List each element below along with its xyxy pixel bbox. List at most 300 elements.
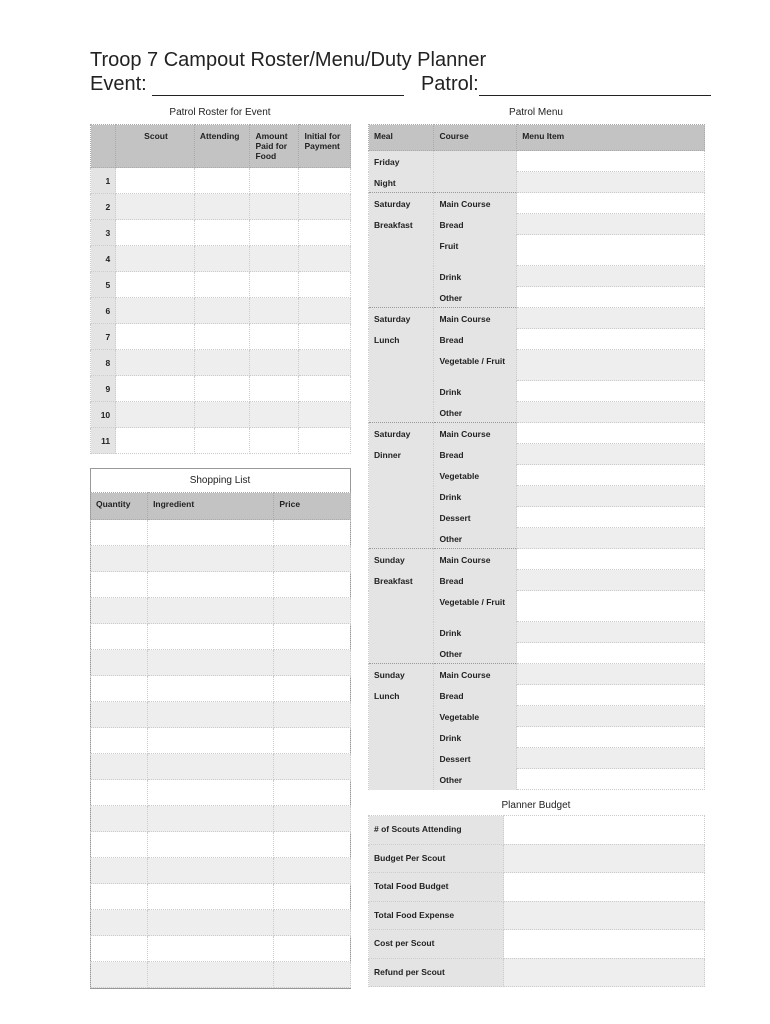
menu-row (369, 748, 705, 769)
budget-value[interactable] (504, 873, 705, 902)
roster-cell[interactable] (194, 402, 250, 428)
roster-cell[interactable] (116, 272, 195, 298)
menu-header-cell: Course (434, 125, 517, 151)
shopping-cell[interactable] (274, 702, 351, 728)
menu-meal (369, 465, 434, 486)
roster-cell[interactable] (116, 298, 195, 324)
roster-cell[interactable] (250, 376, 299, 402)
shopping-cell[interactable] (274, 832, 351, 858)
roster-header-cell: Amount Paid for Food (250, 125, 299, 168)
menu-header-cell: Menu Item (517, 125, 705, 151)
roster-cell[interactable] (194, 350, 250, 376)
roster-row (91, 298, 351, 324)
shopping-cell[interactable] (148, 962, 274, 988)
menu-meal: Saturday (369, 423, 434, 444)
shopping-cell[interactable] (148, 650, 274, 676)
menu-meal (369, 402, 434, 423)
roster-cell[interactable] (116, 168, 195, 194)
menu-course: Drink (434, 266, 517, 287)
menu-row (369, 528, 705, 549)
shopping-header-cell: Quantity (91, 493, 148, 520)
shopping-cell[interactable] (274, 598, 351, 624)
roster-cell[interactable] (299, 428, 351, 454)
menu-row (369, 423, 705, 444)
budget-row (369, 901, 705, 930)
menu-course: Vegetable / Fruit (434, 350, 517, 381)
menu-row (369, 465, 705, 486)
budget-label: Cost per Scout (369, 930, 504, 959)
shopping-cell[interactable] (148, 806, 274, 832)
roster-cell[interactable] (116, 194, 195, 220)
shopping-row (91, 858, 351, 884)
shopping-row (91, 936, 351, 962)
budget-label: # of Scouts Attending (369, 816, 504, 845)
shopping-cell[interactable] (148, 780, 274, 806)
menu-item-cell[interactable] (517, 193, 705, 214)
menu-row (369, 193, 705, 214)
shopping-cell[interactable] (148, 858, 274, 884)
shopping-cell[interactable] (91, 832, 148, 858)
budget-label: Budget Per Scout (369, 844, 504, 873)
roster-cell[interactable] (194, 324, 250, 350)
shopping-cell[interactable] (148, 546, 274, 572)
menu-row (369, 486, 705, 507)
roster-cell[interactable] (116, 324, 195, 350)
menu-row (369, 591, 705, 622)
shopping-row (91, 962, 351, 988)
menu-meal: Sunday (369, 664, 434, 685)
roster-row (91, 376, 351, 402)
shopping-cell[interactable] (91, 910, 148, 936)
shopping-cell[interactable] (148, 910, 274, 936)
menu-item-cell[interactable] (517, 308, 705, 329)
menu-meal (369, 748, 434, 769)
roster-row-number: 11 (91, 428, 116, 454)
menu-course: Vegetable / Fruit (434, 591, 517, 622)
menu-item-cell[interactable] (517, 266, 705, 287)
shopping-cell[interactable] (148, 832, 274, 858)
menu-row (369, 622, 705, 643)
menu-header-cell: Meal (369, 125, 434, 151)
shopping-cell[interactable] (274, 910, 351, 936)
menu-course: Vegetable (434, 465, 517, 486)
shopping-cell[interactable] (91, 806, 148, 832)
shopping-row (91, 832, 351, 858)
shopping-cell[interactable] (148, 598, 274, 624)
shopping-cell[interactable] (274, 546, 351, 572)
menu-course: Main Course (434, 549, 517, 570)
menu-meal: Breakfast (369, 214, 434, 235)
budget-row (369, 844, 705, 873)
roster-row (91, 246, 351, 272)
roster-cell[interactable] (194, 428, 250, 454)
menu-course: Bread (434, 329, 517, 350)
budget-row (369, 958, 705, 987)
roster-header-cell: Scout (116, 125, 195, 168)
menu-row (369, 402, 705, 423)
menu-course (434, 151, 517, 172)
shopping-cell[interactable] (148, 702, 274, 728)
shopping-cell[interactable] (91, 702, 148, 728)
menu-row (369, 329, 705, 350)
shopping-cell[interactable] (274, 858, 351, 884)
menu-course: Drink (434, 486, 517, 507)
menu-meal: Sunday (369, 549, 434, 570)
menu-item-cell[interactable] (517, 423, 705, 444)
budget-title: Planner Budget (501, 800, 571, 811)
shopping-cell[interactable] (274, 676, 351, 702)
menu-course: Fruit (434, 235, 517, 266)
patrol-label: Patrol: (420, 73, 479, 95)
roster-cell[interactable] (299, 220, 351, 246)
roster-row-number: 7 (91, 324, 116, 350)
menu-row (369, 235, 705, 266)
menu-item-cell[interactable] (517, 727, 705, 748)
shopping-row (91, 910, 351, 936)
budget-value[interactable] (504, 958, 705, 987)
menu-course: Main Course (434, 423, 517, 444)
shopping-cell[interactable] (148, 754, 274, 780)
menu-meal (369, 381, 434, 402)
menu-item-cell[interactable] (517, 769, 705, 790)
budget-label: Total Food Expense (369, 901, 504, 930)
budget-row (369, 873, 705, 902)
roster-header-cell: Initial for Payment (299, 125, 351, 168)
menu-item-cell[interactable] (517, 465, 705, 486)
menu-meal (369, 727, 434, 748)
menu-course: Main Course (434, 193, 517, 214)
roster-cell[interactable] (250, 428, 299, 454)
menu-meal: Saturday (369, 308, 434, 329)
roster-cell[interactable] (299, 298, 351, 324)
roster-row-number: 6 (91, 298, 116, 324)
roster-cell[interactable] (194, 246, 250, 272)
roster-row (91, 272, 351, 298)
roster-cell[interactable] (116, 350, 195, 376)
event-field[interactable] (152, 75, 404, 96)
roster-cell[interactable] (299, 168, 351, 194)
menu-row (369, 685, 705, 706)
menu-row (369, 172, 705, 193)
menu-row (369, 151, 705, 172)
menu-title: Patrol Menu (509, 107, 563, 118)
shopping-cell[interactable] (91, 520, 148, 546)
menu-item-cell[interactable] (517, 402, 705, 423)
menu-meal (369, 266, 434, 287)
shopping-cell[interactable] (91, 728, 148, 754)
shopping-cell[interactable] (148, 572, 274, 598)
roster-table (90, 124, 351, 454)
menu-row (369, 507, 705, 528)
roster-row (91, 168, 351, 194)
shopping-cell[interactable] (91, 858, 148, 884)
roster-cell[interactable] (250, 246, 299, 272)
shopping-row (91, 884, 351, 910)
menu-header (369, 125, 705, 151)
shopping-cell[interactable] (274, 754, 351, 780)
menu-row (369, 706, 705, 727)
menu-item-cell[interactable] (517, 570, 705, 591)
menu-item-cell[interactable] (517, 507, 705, 528)
roster-cell[interactable] (250, 220, 299, 246)
shopping-cell[interactable] (148, 884, 274, 910)
shopping-cell[interactable] (91, 650, 148, 676)
roster-row-number: 10 (91, 402, 116, 428)
roster-cell[interactable] (116, 220, 195, 246)
menu-item-cell[interactable] (517, 643, 705, 664)
menu-course (434, 172, 517, 193)
menu-item-cell[interactable] (517, 706, 705, 727)
patrol-field[interactable] (479, 75, 711, 96)
menu-meal: Dinner (369, 444, 434, 465)
menu-meal: Lunch (369, 685, 434, 706)
menu-meal: Friday (369, 151, 434, 172)
budget-value[interactable] (504, 901, 705, 930)
shopping-row (91, 624, 351, 650)
roster-cell[interactable] (250, 168, 299, 194)
shopping-title: Shopping List (189, 475, 251, 486)
roster-cell[interactable] (250, 272, 299, 298)
shopping-cell[interactable] (274, 936, 351, 962)
menu-item-cell[interactable] (517, 329, 705, 350)
roster-row (91, 194, 351, 220)
menu-row (369, 266, 705, 287)
shopping-header-cell: Price (274, 493, 351, 520)
menu-item-cell[interactable] (517, 748, 705, 769)
menu-course: Drink (434, 622, 517, 643)
menu-item-cell[interactable] (517, 685, 705, 706)
menu-item-cell[interactable] (517, 549, 705, 570)
roster-row (91, 402, 351, 428)
menu-course: Bread (434, 570, 517, 591)
menu-item-cell[interactable] (517, 172, 705, 193)
menu-row (369, 444, 705, 465)
roster-row (91, 324, 351, 350)
shopping-row (91, 702, 351, 728)
menu-item-cell[interactable] (517, 214, 705, 235)
roster-cell[interactable] (250, 402, 299, 428)
shopping-cell[interactable] (274, 806, 351, 832)
shopping-row (91, 650, 351, 676)
shopping-cell[interactable] (274, 884, 351, 910)
menu-row (369, 727, 705, 748)
menu-row (369, 287, 705, 308)
roster-cell[interactable] (194, 168, 250, 194)
shopping-cell[interactable] (148, 624, 274, 650)
menu-course: Other (434, 528, 517, 549)
menu-course: Other (434, 287, 517, 308)
menu-item-cell[interactable] (517, 287, 705, 308)
shopping-cell[interactable] (91, 780, 148, 806)
budget-label: Total Food Budget (369, 873, 504, 902)
shopping-cell[interactable] (148, 936, 274, 962)
roster-cell[interactable] (299, 246, 351, 272)
roster-cell[interactable] (116, 376, 195, 402)
roster-cell[interactable] (116, 246, 195, 272)
roster-header-cell (91, 125, 116, 168)
menu-item-cell[interactable] (517, 591, 705, 622)
shopping-row (91, 546, 351, 572)
menu-course: Other (434, 769, 517, 790)
event-label: Event: (90, 73, 147, 95)
menu-course: Bread (434, 444, 517, 465)
shopping-row (91, 728, 351, 754)
menu-item-cell[interactable] (517, 151, 705, 172)
menu-row (369, 769, 705, 790)
roster-row (91, 220, 351, 246)
shopping-cell[interactable] (274, 728, 351, 754)
shopping-cell[interactable] (91, 754, 148, 780)
menu-row (369, 549, 705, 570)
menu-item-cell[interactable] (517, 350, 705, 381)
menu-course: Dessert (434, 507, 517, 528)
menu-meal (369, 643, 434, 664)
budget-value[interactable] (504, 844, 705, 873)
shopping-cell[interactable] (91, 936, 148, 962)
roster-cell[interactable] (299, 402, 351, 428)
budget-row (369, 816, 705, 845)
roster-row-number: 2 (91, 194, 116, 220)
menu-item-cell[interactable] (517, 381, 705, 402)
menu-item-cell[interactable] (517, 528, 705, 549)
roster-cell[interactable] (299, 350, 351, 376)
shopping-cell[interactable] (274, 780, 351, 806)
menu-item-cell[interactable] (517, 486, 705, 507)
menu-row (369, 570, 705, 591)
shopping-header (91, 493, 351, 520)
menu-meal (369, 507, 434, 528)
roster-cell[interactable] (194, 194, 250, 220)
shopping-cell[interactable] (274, 520, 351, 546)
menu-course: Main Course (434, 308, 517, 329)
roster-row-number: 8 (91, 350, 116, 376)
roster-cell[interactable] (116, 402, 195, 428)
menu-meal (369, 706, 434, 727)
roster-row-number: 1 (91, 168, 116, 194)
menu-row (369, 308, 705, 329)
menu-course: Drink (434, 727, 517, 748)
menu-table (368, 124, 705, 790)
roster-row (91, 428, 351, 454)
roster-cell[interactable] (299, 272, 351, 298)
roster-cell[interactable] (194, 220, 250, 246)
menu-meal (369, 591, 434, 622)
shopping-row (91, 780, 351, 806)
shopping-row (91, 754, 351, 780)
menu-row (369, 664, 705, 685)
roster-row-number: 4 (91, 246, 116, 272)
roster-row (91, 350, 351, 376)
menu-meal: Night (369, 172, 434, 193)
menu-course: Drink (434, 381, 517, 402)
menu-item-cell[interactable] (517, 622, 705, 643)
budget-label: Refund per Scout (369, 958, 504, 987)
menu-row (369, 643, 705, 664)
budget-value[interactable] (504, 816, 705, 845)
menu-meal (369, 769, 434, 790)
menu-meal (369, 350, 434, 381)
shopping-row (91, 520, 351, 546)
menu-item-cell[interactable] (517, 235, 705, 266)
roster-row-number: 5 (91, 272, 116, 298)
shopping-row (91, 572, 351, 598)
shopping-cell[interactable] (91, 598, 148, 624)
roster-cell[interactable] (250, 324, 299, 350)
roster-header-cell: Attending (194, 125, 250, 168)
shopping-cell[interactable] (91, 546, 148, 572)
shopping-cell[interactable] (91, 676, 148, 702)
roster-cell[interactable] (250, 298, 299, 324)
menu-row (369, 214, 705, 235)
menu-course: Bread (434, 685, 517, 706)
roster-row-number: 9 (91, 376, 116, 402)
menu-item-cell[interactable] (517, 444, 705, 465)
title-text: Troop 7 Campout Roster/Menu/Duty Planner (90, 49, 487, 71)
shopping-cell[interactable] (274, 962, 351, 988)
menu-row (369, 350, 705, 381)
shopping-cell[interactable] (91, 884, 148, 910)
roster-cell[interactable] (299, 194, 351, 220)
menu-course: Bread (434, 214, 517, 235)
shopping-cell[interactable] (91, 572, 148, 598)
budget-row (369, 930, 705, 959)
menu-row (369, 381, 705, 402)
menu-meal: Breakfast (369, 570, 434, 591)
roster-cell[interactable] (194, 376, 250, 402)
page-title (90, 48, 711, 96)
roster-row-number: 3 (91, 220, 116, 246)
menu-course: Other (434, 643, 517, 664)
menu-course: Other (434, 402, 517, 423)
shopping-row (91, 676, 351, 702)
shopping-cell[interactable] (148, 520, 274, 546)
shopping-cell[interactable] (274, 650, 351, 676)
shopping-header-cell: Ingredient (148, 493, 274, 520)
shopping-cell[interactable] (91, 624, 148, 650)
menu-course: Dessert (434, 748, 517, 769)
menu-meal (369, 287, 434, 308)
shopping-table (90, 492, 351, 988)
roster-cell[interactable] (194, 272, 250, 298)
shopping-cell[interactable] (274, 624, 351, 650)
shopping-cell[interactable] (148, 728, 274, 754)
roster-title: Patrol Roster for Event (169, 107, 271, 118)
menu-meal: Lunch (369, 329, 434, 350)
roster-cell[interactable] (299, 376, 351, 402)
menu-meal (369, 486, 434, 507)
shopping-row (91, 598, 351, 624)
menu-meal (369, 235, 434, 266)
roster-header (91, 125, 351, 168)
menu-meal (369, 622, 434, 643)
menu-course: Vegetable (434, 706, 517, 727)
roster-cell[interactable] (250, 194, 299, 220)
shopping-cell[interactable] (274, 572, 351, 598)
budget-value[interactable] (504, 930, 705, 959)
menu-item-cell[interactable] (517, 664, 705, 685)
menu-course: Main Course (434, 664, 517, 685)
shopping-cell[interactable] (91, 962, 148, 988)
roster-cell[interactable] (250, 350, 299, 376)
menu-meal (369, 528, 434, 549)
menu-meal: Saturday (369, 193, 434, 214)
roster-cell[interactable] (299, 324, 351, 350)
budget-table (368, 815, 705, 987)
shopping-row (91, 806, 351, 832)
shopping-cell[interactable] (148, 676, 274, 702)
roster-cell[interactable] (116, 428, 195, 454)
roster-cell[interactable] (194, 298, 250, 324)
